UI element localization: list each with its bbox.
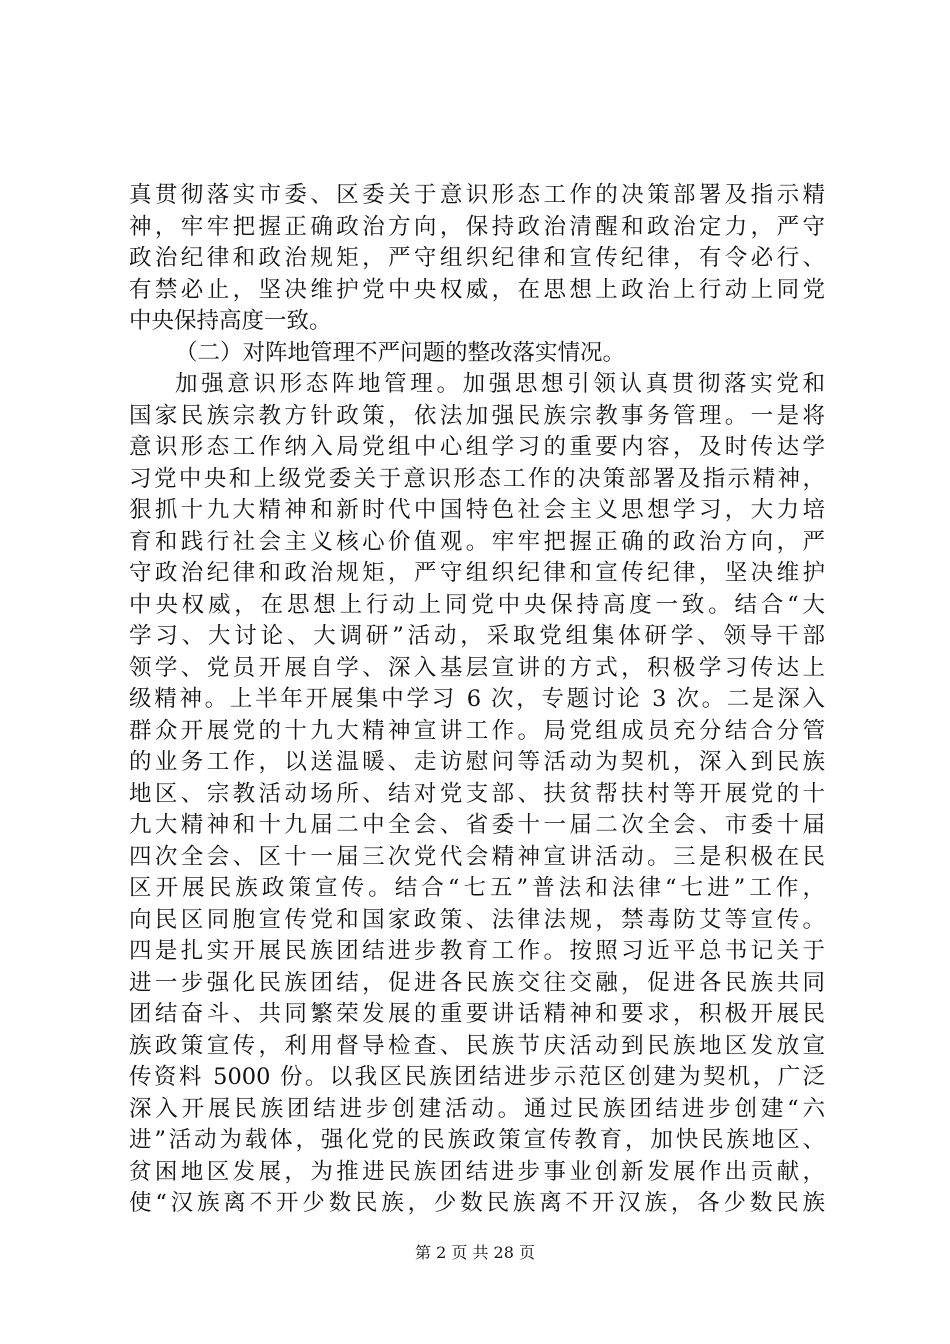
- text-line: 中央权威，在思想上行动上同党中央保持高度一致。结合“大: [129, 591, 825, 618]
- document-body: [129, 180, 825, 1220]
- text-line: 进一步强化民族团结，促进各民族交往交融，促进各民族共同: [129, 969, 825, 996]
- text-line: 深入开展民族团结进步创建活动。通过民族团结进步创建“六: [129, 1095, 825, 1122]
- text-line: 向民区同胞宣传党和国家政策、法律法规，禁毒防艾等宣传。: [129, 906, 825, 933]
- text-line: 神，牢牢把握正确政治方向，保持政治清醒和政治定力，严守: [129, 213, 825, 240]
- text-line: 群众开展党的十九大精神宣讲工作。局党组成员充分结合分管: [129, 717, 825, 744]
- text-line: 意识形态工作纳入局党组中心组学习的重要内容，及时传达学: [129, 434, 825, 460]
- text-line: 四次全会、区十一届三次党代会精神宣讲活动。三是积极在民: [129, 843, 825, 870]
- text-line: 学习、大讨论、大调研”活动，采取党组集体研学、领导干部: [129, 623, 825, 649]
- text-line: 四是扎实开展民族团结进步教育工作。按照习近平总书记关于: [129, 938, 825, 964]
- text-line: 真贯彻落实市委、区委关于意识形态工作的决策部署及指示精: [129, 182, 825, 208]
- text-line: 有禁必止，坚决维护党中央权威，在思想上政治上行动上同党: [129, 276, 825, 303]
- text-line: 地区、宗教活动场所、结对党支部、扶贫帮扶村等开展党的十: [129, 780, 825, 807]
- text-line: 区开展民族政策宣传。结合“七五”普法和法律“七进”工作，: [129, 875, 825, 901]
- text-line: 的业务工作，以送温暖、走访慰问等活动为契机，深入到民族: [129, 749, 825, 775]
- text-line: 习党中央和上级党委关于意识形态工作的决策部署及指示精神，: [129, 465, 825, 492]
- text-line: 国家民族宗教方针政策，依法加强民族宗教事务管理。一是将: [129, 402, 825, 429]
- paragraph-first-line: 加强意识形态阵地管理。加强思想引领认真贯彻落实党和: [175, 371, 825, 397]
- text-line: 团结奋斗、共同繁荣发展的重要讲话精神和要求，积极开展民: [129, 1001, 825, 1027]
- page-number-footer: 第 2 页 共 28 页: [415, 1243, 535, 1262]
- text-line: 传资料 5000 份。以我区民族团结进步示范区创建为契机，广泛: [129, 1064, 825, 1090]
- text-line: 狠抓十九大精神和新时代中国特色社会主义思想学习，大力培: [129, 497, 825, 523]
- text-line: 守政治纪律和政治规矩，严守组织纪律和宣传纪律，坚决维护: [129, 560, 825, 586]
- text-line: 使“汉族离不开少数民族，少数民族离不开汉族，各少数民族: [129, 1190, 825, 1216]
- text-line: 贫困地区发展，为推进民族团结进步事业创新发展作出贡献，: [129, 1158, 825, 1185]
- text-line: 级精神。上半年开展集中学习 6 次，专题讨论 3 次。二是深入: [129, 686, 825, 712]
- text-line: 族政策宣传，利用督导检查、民族节庆活动到民族地区发放宣: [129, 1032, 825, 1059]
- text-line: 九大精神和十九届二中全会、省委十一届二次全会、市委十届: [129, 812, 825, 838]
- text-line: 育和践行社会主义核心价值观。牢牢把握正确的政治方向，严: [129, 528, 825, 555]
- text-line: 中央保持高度一致。: [129, 308, 332, 334]
- text-line: 进”活动为载体，强化党的民族政策宣传教育，加快民族地区、: [129, 1127, 825, 1153]
- text-line: 政治纪律和政治规矩，严守组织纪律和宣传纪律，有令必行、: [129, 245, 825, 271]
- section-heading: （二）对阵地管理不严问题的整改落实情况。: [175, 339, 626, 366]
- text-line: 领学、党员开展自学、深入基层宣讲的方式，积极学习传达上: [129, 654, 825, 681]
